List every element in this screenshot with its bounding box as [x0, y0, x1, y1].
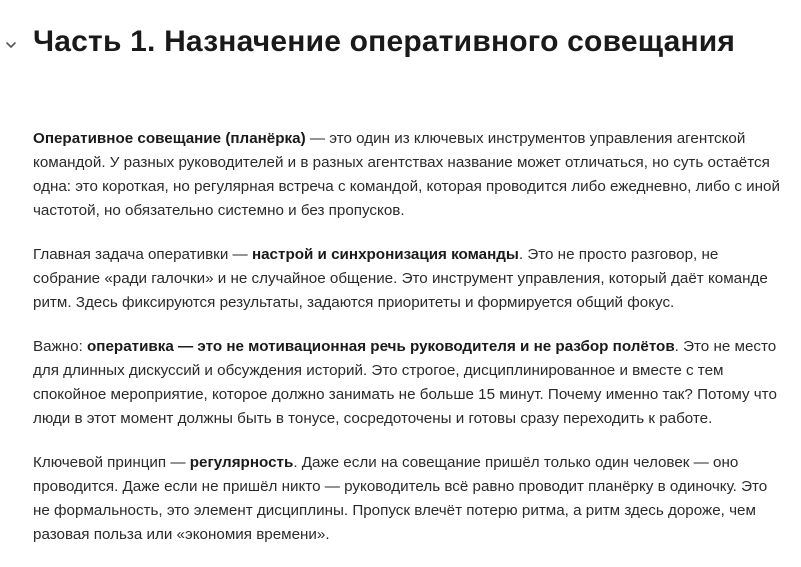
- paragraph-text: Ключевой принцип —: [33, 454, 190, 471]
- bold-term: Оперативное совещание (планёрка): [33, 130, 306, 147]
- paragraph-text: — это один из ключевых инструментов управления агентской командой. У разных руководителей и в разных агентствах название может отличаться, но суть остаётся одна: это короткая, но регулярная встреча с командой, которая проводится либо ежедневно, либо с иной частотой, но обязательно системно и без пропусков.: [33, 130, 780, 219]
- paragraph-main-task: [33, 243, 785, 315]
- section-body: [33, 127, 785, 567]
- paragraph-text: . Даже если на совещание пришёл только один человек — оно проводится. Даже если не пришёл никто — руководитель всё равно проводит планёрку в одиночку. Это не формальность, это элемент дисциплины. Пропуск влечёт потерю ритма, а ритм здесь дороже, чем разовая польза или «экономия времени».: [33, 454, 768, 543]
- paragraph-text: Важно:: [33, 338, 88, 355]
- chevron-down-icon: [4, 38, 18, 52]
- section-title: Часть 1. Назначение оперативного совещания: [33, 25, 736, 58]
- bold-term: регулярность: [189, 454, 294, 471]
- bold-term: настрой и синхронизация команды: [251, 246, 519, 263]
- paragraph-definition: [33, 127, 785, 223]
- bold-term: оперативка — это не мотивационная речь руководителя и не разбор полётов: [87, 338, 675, 355]
- paragraph-text: . Это не просто разговор, не собрание «ради галочки» и не случайное общение. Это инструмент управления, который даёт команде ритм. Здесь фиксируются результаты, задаются приоритеты и формируется общий фокус.: [33, 246, 768, 311]
- paragraph-text: . Это не место для длинных дискуссий и обсуждения историй. Это строгое, дисциплинированное и вместе с тем спокойное мероприятие, которое должно занимать не больше 15 минут. Почему именно так? Потому что люди в этот момент должны быть в тонусе, сосредоточены и готовы сразу переходить к работе.: [33, 338, 777, 427]
- paragraph-key-principle: [33, 451, 785, 547]
- paragraph-important: [33, 335, 785, 431]
- collapse-toggle[interactable]: [4, 38, 18, 52]
- paragraph-text: Главная задача оперативки —: [33, 246, 252, 263]
